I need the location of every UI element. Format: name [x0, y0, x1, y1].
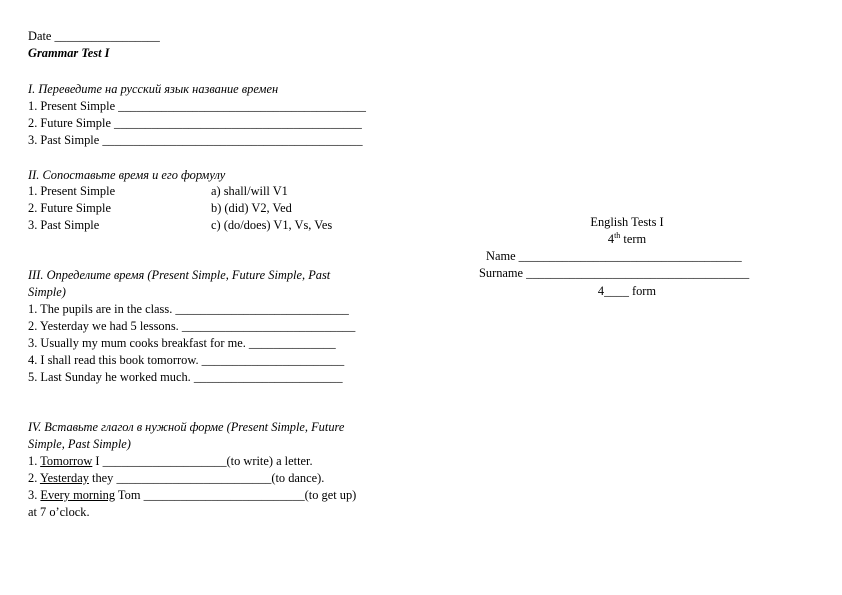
section1-item-1: 1. Present Simple ________________________________________ [28, 99, 366, 113]
section2-tense-2: 2. Future Simple [28, 201, 111, 215]
form-field: 4____ form [597, 284, 657, 298]
item-text: Tom __________________________(to get up) [115, 488, 357, 502]
section1-item-2: 2. Future Simple ________________________________________ [28, 116, 362, 130]
section1-item-3: 3. Past Simple __________________________________________ [28, 133, 363, 147]
item-text: I ____________________(to write) a letter. [92, 454, 313, 468]
section3-item-2: 2. Yesterday we had 5 lessons. ____________________________ [28, 319, 356, 333]
section3-heading-line2: Simple) [28, 285, 66, 299]
section2-formula-a: a) shall/will V1 [211, 184, 288, 198]
section3-item-5: 5. Last Sunday he worked much. ________________________ [28, 370, 343, 384]
time-adverb: Every morning [40, 488, 116, 502]
item-number: 3. [28, 488, 41, 502]
time-adverb: Yesterday [39, 471, 89, 485]
test-title: Grammar Test I [28, 46, 110, 60]
cover-title: English Tests I [590, 215, 664, 229]
item-number: 2. [28, 471, 40, 485]
section4-heading-line1: IV. Вставьте глагол в нужной форме (Present Simple, Future [28, 420, 345, 434]
section3-item-3: 3. Usually my mum cooks breakfast for me. ______________ [28, 336, 336, 350]
section2-tense-1: 1. Present Simple [28, 184, 116, 198]
section2-tense-3: 3. Past Simple [28, 218, 100, 232]
item-number: 1. [28, 454, 41, 468]
cover-term [527, 231, 727, 247]
section4-heading-line2: Simple, Past Simple) [28, 437, 131, 451]
section4-item-3 [28, 487, 356, 503]
term-number: 4 [607, 232, 615, 246]
term-suffix: th [614, 230, 621, 240]
surname-field: Surname ____________________________________ [479, 266, 750, 280]
section2-heading: II. Сопоставьте время и его формулу [28, 168, 226, 182]
name-field: Name ____________________________________ [486, 249, 742, 263]
section1-heading: I. Переведите на русский язык название времен [28, 82, 279, 96]
time-adverb: Tomorrow [40, 454, 93, 468]
date-field: Date _________________ [28, 29, 160, 43]
section4-item-2 [28, 470, 324, 486]
item-text: they _________________________(to dance). [88, 471, 325, 485]
section3-heading-line1: III. Определите время (Present Simple, Future Simple, Past [28, 268, 331, 282]
section4-item-1 [28, 453, 313, 469]
section3-item-4: 4. I shall read this book tomorrow. _______________________ [28, 353, 345, 367]
section3-item-1: 1. The pupils are in the class. ____________________________ [28, 302, 349, 316]
section4-item-3-continued: at 7 o’clock. [28, 505, 90, 519]
term-word: term [620, 232, 647, 246]
section2-formula-c: c) (do/does) V1, Vs, Ves [211, 218, 333, 232]
section2-formula-b: b) (did) V2, Ved [211, 201, 292, 215]
